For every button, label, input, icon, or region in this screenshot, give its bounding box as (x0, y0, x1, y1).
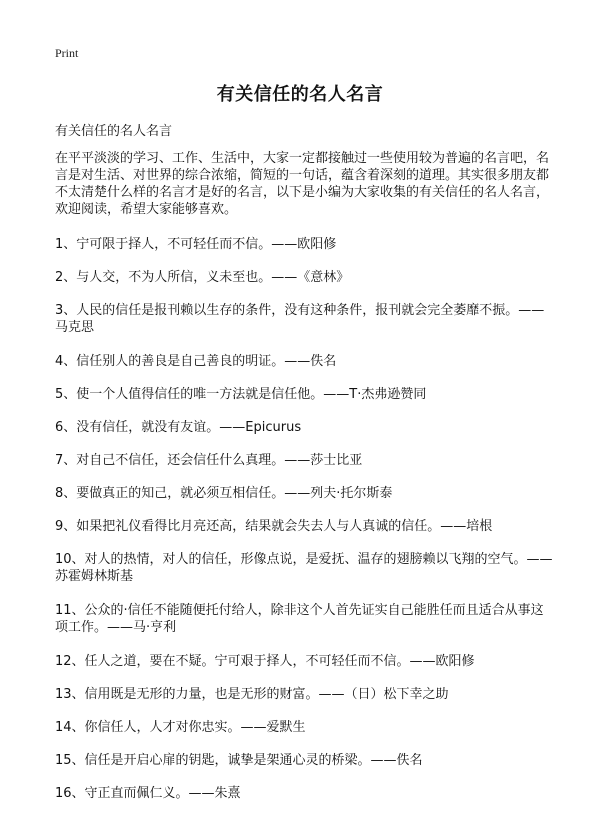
quote-item: 14、你信任人，人才对你忠实。——爱默生 (55, 720, 306, 735)
quote-item: 3、人民的信任是报刊赖以生存的条件，没有这种条件，报刊就会完全萎靡不振。——马克思 (55, 303, 545, 335)
quote-item: 2、与人交，不为人所信，义未至也。——《意林》 (55, 270, 350, 285)
quote-item: 16、守正直而佩仁义。——朱熹 (55, 786, 241, 801)
quote-item: 4、信任别人的善良是自己善良的明证。——佚名 (55, 354, 337, 369)
page-title: 有关信任的名人名言 (216, 84, 384, 105)
quote-item: 15、信任是开启心扉的钥匙，诚挚是架通心灵的桥梁。——佚名 (55, 753, 423, 768)
quote-item: 12、任人之道，要在不疑。宁可艰于择人，不可轻任而不信。——欧阳修 (55, 654, 475, 669)
quote-item: 6、没有信任，就没有友谊。——Epicurus (55, 420, 302, 435)
quote-item: 9、如果把礼仪看得比月亮还高，结果就会失去人与人真诚的信任。——培根 (55, 519, 493, 534)
intro-paragraph: 在平平淡淡的学习、工作、生活中，大家一定都接触过一些使用较为普遍的名言吧，名言是对生活、对世界的综合浓缩，简短的一句话，蕴含着深刻的道理。其实很多朋友都不太清楚什么样的名言才是好的名言，以下是小编为大家收集的有关信任的名人名言，欢迎阅读，希望大家能够喜欢。 (55, 151, 550, 217)
print-label: Print (55, 46, 79, 60)
quote-list (55, 236, 555, 818)
quote-item: 1、宁可限于择人，不可轻任而不信。——欧阳修 (55, 237, 337, 252)
quote-item: 5、使一个人值得信任的唯一方法就是信任他。——T·杰弗逊赞同 (55, 387, 427, 402)
quote-item: 8、要做真正的知己，就必须互相信任。——列夫·托尔斯泰 (55, 486, 393, 501)
quote-item: 7、对自己不信任，还会信任什么真理。——莎士比亚 (55, 453, 363, 468)
document-subtitle: 有关信任的名人名言 (55, 124, 173, 139)
quote-item: 13、信用既是无形的力量，也是无形的财富。——（日）松下幸之助 (55, 687, 449, 702)
quote-item: 11、公众的·信任不能随便托付给人，除非这个人首先证实自己能胜任而且适合从事这项工作。——马·亨利 (55, 603, 544, 635)
quote-item: 10、对人的热情，对人的信任，形像点说，是爱抚、温存的翅膀赖以飞翔的空气。——苏霍姆林斯基 (55, 552, 553, 584)
